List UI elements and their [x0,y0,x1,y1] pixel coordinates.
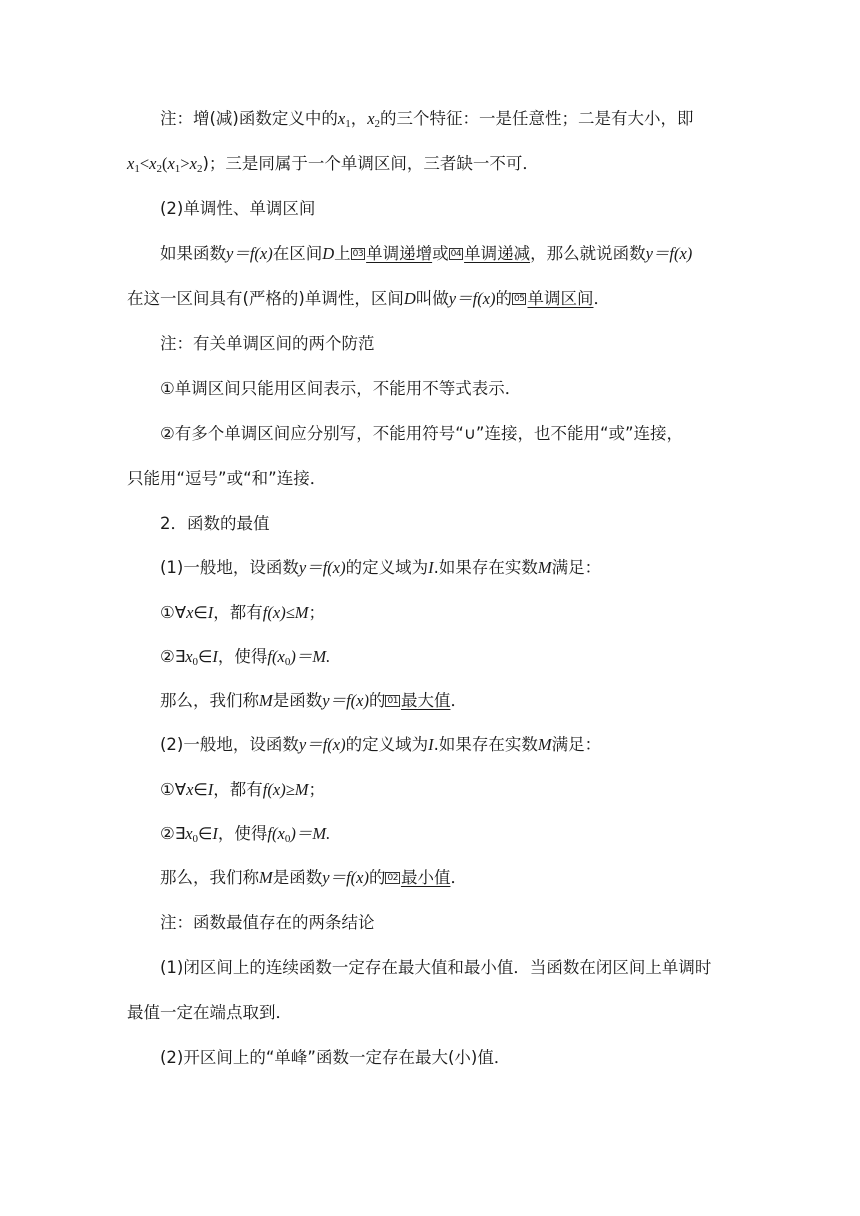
max-condition-1: ①∀x∈I，都有f(x)≤M； [160,603,325,622]
fill-blank-answer: 最大值 [400,691,451,710]
min-condition-2: $②\exists x_0\in I$，使得$f(x_0)=M$. [160,824,331,845]
note-increasing-features: 注：增(减)函数定义中的$x_1$，$x_2$的三个特征：一是任意性；二是有大小，即 [160,109,694,130]
min-condition-1: ①∀x∈I，都有f(x)≥M； [160,780,325,799]
monotonic-definition: 如果函数y＝f(x)在区间D上 03 单调递增或 04 单调递减，那么就说函数y＝f(x) [160,244,693,263]
caution-2: ②有多个单调区间应分别写，不能用符号“∪”连接，也不能用“或”连接， [160,424,684,443]
max-conclusion: 那么，我们称M是函数y＝f(x)的 01 最大值． [160,691,467,710]
caution-2-cont: 只能用“逗号”或“和”连接． [127,469,327,488]
note-interval-cautions: 注：有关单调区间的两个防范 [160,334,375,353]
fill-blank-answer: 单调递减 [464,244,531,263]
blank-number-badge: 03 [352,249,364,259]
conclusion-1-cont: 最值一定在端点取到． [127,1003,292,1022]
conclusion-1: (1)闭区间上的连续函数一定存在最大值和最小值．当函数在闭区间上单调时 [160,958,712,977]
min-conclusion: 那么，我们称M是函数y＝f(x)的 02 最小值． [160,868,467,887]
conclusion-2: (2)开区间上的“单峰”函数一定存在最大(小)值． [160,1048,511,1067]
max-definition-intro: (1)一般地，设函数y＝f(x)的定义域为I.如果存在实数M满足： [160,558,602,577]
blank-number-badge: 02 [387,873,398,883]
section-heading-extrema: 2．函数的最值 [160,514,270,533]
max-condition-2: $②\exists x_0\in I$，使得$f(x_0)=M$. [160,647,331,668]
monotonic-definition-cont: 在这一区间具有(严格的)单调性，区间D叫做y＝f(x)的 05 单调区间． [127,289,610,308]
caution-1: ①单调区间只能用区间表示，不能用不等式表示． [160,379,522,398]
min-definition-intro: (2)一般地，设函数y＝f(x)的定义域为I.如果存在实数M满足： [160,735,602,754]
fill-blank-answer: 单调区间 [527,289,594,308]
blank-number-badge: 04 [450,249,462,259]
note-extrema-conclusions: 注：函数最值存在的两条结论 [160,913,375,932]
note-increasing-features-cont: $x_1<x_2(x_1>x_2)$；三是同属于一个单调区间，三者缺一不可． [127,154,539,175]
blank-number-badge: 05 [514,294,525,304]
fill-blank-answer: 最小值 [400,868,451,887]
blank-number-badge: 01 [387,696,398,706]
section-heading-monotonicity: (2)单调性、单调区间 [160,199,316,218]
fill-blank-answer: 单调递增 [366,244,433,263]
